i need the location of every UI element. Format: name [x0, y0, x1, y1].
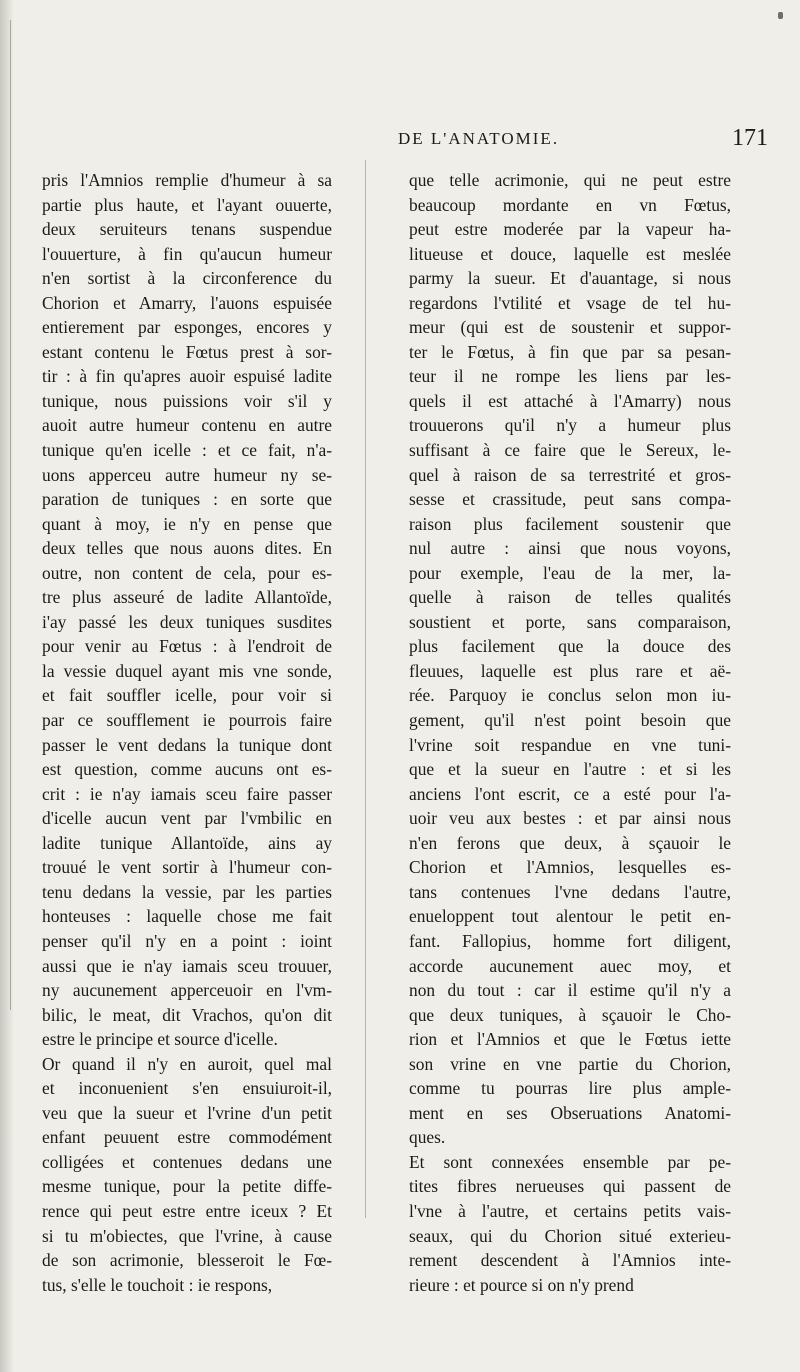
text-line: tites fibres nerueuses qui passent de [409, 1176, 731, 1197]
text-line: et fait souffler icelle, pour voir si [42, 685, 332, 706]
text-line: veu que la sueur et l'vrine d'un petit [42, 1102, 332, 1123]
text-line: que telle acrimonie, qui ne peut estre [409, 170, 731, 190]
text-line: rement descendent à l'Amnios inte- [409, 1250, 731, 1271]
text-line: tus, s'elle le touchoit : ie respons, [42, 1274, 273, 1295]
running-header: DE L'ANATOMIE. [398, 129, 560, 148]
text-line: litueuse et douce, laquelle est meslée [409, 243, 731, 264]
text-line: ladite tunique Allantoïde, ains ay [42, 832, 332, 853]
text-line: est question, comme aucuns ont es- [42, 759, 332, 780]
text-line: pour exemple, l'eau de la mer, la- [409, 562, 731, 583]
text-line: regardons l'vtilité et vsage de tel hu- [409, 292, 731, 313]
text-line: tans contenues l'vne dedans l'autre, [409, 881, 731, 902]
text-line: penser qu'il n'y en a point : ioint [42, 930, 332, 951]
text-line: tir : à fin qu'apres auoir espuisé ladite [42, 366, 332, 387]
text-line: rieure : et pource si on n'y prend [409, 1274, 634, 1295]
text-line: accorde aucunement auec moy, et [409, 955, 731, 976]
text-line: Or quand il n'y en auroit, quel mal [42, 1053, 332, 1074]
text-line: Et sont connexées ensemble par pe- [409, 1151, 731, 1172]
text-line: n'en sortist à la circonference du [42, 268, 332, 289]
text-line: trouuerons qu'il n'y a humeur plus [409, 415, 731, 436]
text-line: par ce soufflement ie pourrois faire [42, 710, 332, 731]
text-line: n'en ferons que deux, à sçauoir le [409, 832, 731, 853]
text-line: Chorion et Amarry, l'auons espuisée [42, 292, 332, 313]
text-line: tenu dedans la vessie, par les parties [42, 881, 332, 902]
text-line: quelle à raison de telles qualités [409, 587, 731, 608]
text-line: estant contenu le Fœtus prest à sor- [42, 341, 332, 362]
text-line: quels il est attaché à l'Amarry) nous [409, 390, 731, 411]
text-line: parmy la sueur. Et d'auantage, si nous [409, 268, 731, 289]
text-line: que deux tuniques, à sçauoir le Cho- [409, 1004, 731, 1025]
text-line: i'ay passé les deux tuniques susdites [42, 611, 332, 632]
text-line: deux seruiteurs tenans suspendue [42, 219, 332, 240]
text-line: non du tout : car il estime qu'il n'y a [409, 980, 731, 1001]
text-line: mesme tunique, pour la petite diffe- [42, 1176, 332, 1197]
column-divider [365, 160, 366, 1218]
text-line: trouué le vent sortir à l'humeur con- [42, 857, 332, 878]
text-line: tre plus asseuré de ladite Allantoïde, [42, 587, 332, 608]
text-line: que et la sueur en l'autre : et si les [409, 759, 731, 780]
text-line: si tu m'obiectes, que l'vrine, à cause [42, 1225, 332, 1246]
text-line: bilic, le meat, dit Vrachos, qu'on dit [42, 1004, 332, 1025]
text-line: suffisant à ce faire que le Sereux, le- [409, 440, 731, 461]
text-line: tunique, nous puissions voir s'il y [42, 390, 332, 411]
text-line: raison plus facilement soustenir que [409, 513, 731, 534]
text-line: seaux, qui du Chorion situé exterieu- [409, 1225, 731, 1246]
text-line: deux telles que nous auons dites. En [42, 538, 332, 559]
text-line: ny aucunement apperceuoir en l'vm- [42, 980, 332, 1001]
text-line: soustient et porte, sans comparaison, [409, 611, 731, 632]
text-line: la vessie duquel ayant mis vne sonde, [42, 660, 332, 681]
text-line: rée. Parquoy ie conclus selon mon iu- [409, 685, 731, 706]
text-line: ter le Fœtus, à fin que par sa pesan- [409, 341, 731, 362]
text-line: comme tu pourras lire plus ample- [409, 1078, 731, 1099]
text-line: partie plus haute, et l'ayant ouuerte, [42, 194, 332, 215]
text-line: de son acrimonie, blesseroit le Fœ- [42, 1250, 332, 1271]
text-line: honteuses : laquelle chose me fait [42, 906, 332, 927]
page-number: 171 [732, 125, 768, 151]
text-line: sesse et crassitude, peut sans compa- [409, 489, 731, 510]
text-line: anciens l'ont escrit, ce a esté pour l'a- [409, 783, 731, 804]
text-line: teur il ne rompe les liens par les- [409, 366, 731, 387]
text-line: fleuues, laquelle est plus rare et aë- [409, 660, 731, 681]
text-line: pour venir au Fœtus : à l'endroit de [42, 636, 332, 657]
text-line: beaucoup mordante en vn Fœtus, [409, 194, 731, 215]
text-line: rion et l'Amnios et que le Fœtus iette [409, 1029, 731, 1050]
text-line: passer le vent dedans la tunique dont [42, 734, 332, 755]
text-line: paration de tuniques : en sorte que [42, 489, 332, 510]
text-line: tunique qu'en icelle : et ce fait, n'a- [42, 440, 332, 461]
text-line: quel à raison de sa terrestrité et gros- [409, 464, 731, 485]
text-line: d'icelle aucun vent par l'vmbilic en [42, 808, 332, 829]
text-line: outre, non content de cela, pour es- [42, 562, 332, 583]
page-gutter-shadow [0, 0, 14, 1372]
right-text-column [409, 168, 731, 1297]
corner-ink-mark [778, 12, 783, 19]
text-line: enfant peuuent estre commodément [42, 1127, 332, 1148]
text-line: l'vne à l'autre, et certains petits vais- [409, 1200, 731, 1221]
text-line: aussi que ie n'ay iamais sceu trouuer, [42, 955, 332, 976]
text-line: ment en ses Obseruations Anatomi- [409, 1102, 731, 1123]
text-line: estre le principe et source d'icelle. [42, 1029, 278, 1050]
text-line: auoit autre humeur contenu en autre [42, 415, 332, 436]
page-edge-line [10, 20, 11, 1010]
text-line: colligées et contenues dedans une [42, 1151, 332, 1172]
text-line: peut estre moderée par la vapeur ha- [409, 219, 731, 240]
text-line: plus facilement que la douce des [409, 636, 731, 657]
left-text-column [42, 168, 332, 1297]
text-line: ques. [409, 1127, 446, 1148]
text-line: pris l'Amnios remplie d'humeur à sa [42, 170, 332, 190]
text-line: uoir veu aux bestes : et par ainsi nous [409, 808, 731, 829]
text-line: crit : ie n'ay iamais sceu faire passer [42, 783, 332, 804]
text-line: rence qui peut estre entre iceux ? Et [42, 1200, 332, 1221]
text-line: uons apperceu autre humeur ny se- [42, 464, 332, 485]
text-line: meur (qui est de soustenir et suppor- [409, 317, 731, 338]
text-line: nul autre : ainsi que nous voyons, [409, 538, 731, 559]
text-line: quant à moy, ie n'y en pense que [42, 513, 332, 534]
text-line: Chorion et l'Amnios, lesquelles es- [409, 857, 731, 878]
text-line: enueloppent tout alentour le petit en- [409, 906, 731, 927]
text-line: et inconuenient s'en ensuiuroit-il, [42, 1078, 332, 1099]
text-line: l'vrine soit respandue en vne tuni- [409, 734, 731, 755]
text-line: gement, qu'il n'est point besoin que [409, 710, 731, 731]
text-line: entierement par esponges, encores y [42, 317, 332, 338]
text-line: fant. Fallopius, homme fort diligent, [409, 930, 731, 951]
text-line: l'ouuerture, à fin qu'aucun humeur [42, 243, 332, 264]
text-line: son vrine en vne partie du Chorion, [409, 1053, 731, 1074]
